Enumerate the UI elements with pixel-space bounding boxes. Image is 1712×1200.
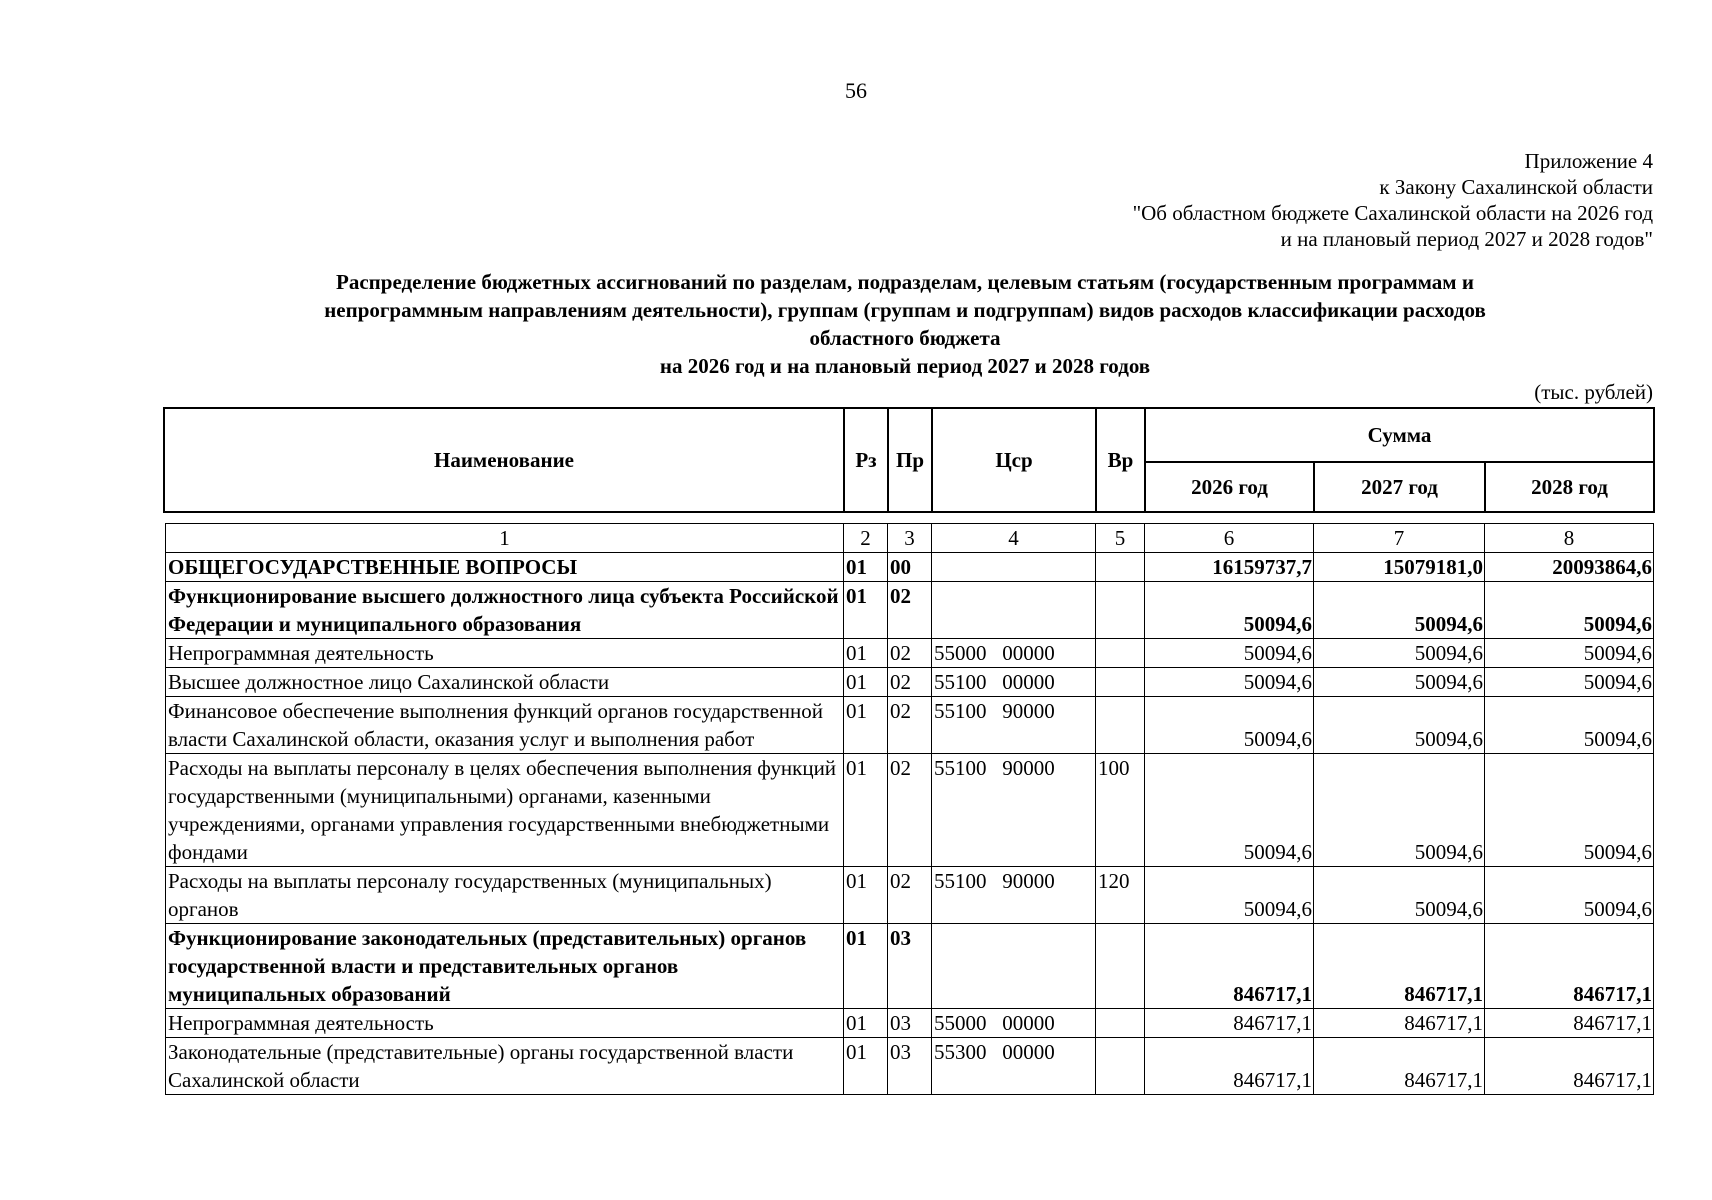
- cell-2027: 15079181,0: [1314, 553, 1485, 582]
- cell-2026: 846717,1: [1145, 924, 1314, 1009]
- table-row: [166, 867, 1654, 924]
- cell-pr: 02: [888, 639, 932, 668]
- column-index: 3: [888, 524, 932, 553]
- cell-pr: 03: [888, 924, 932, 1009]
- cell-2026: 50094,6: [1145, 639, 1314, 668]
- cell-pr: 03: [888, 1038, 932, 1095]
- table-row: [166, 697, 1654, 754]
- cell-2027: 50094,6: [1314, 582, 1485, 639]
- header-year-2027: 2027 год: [1314, 462, 1485, 512]
- cell-vr: 120: [1096, 867, 1145, 924]
- cell-rz: 01: [844, 924, 888, 1009]
- cell-csr: 55000 00000: [932, 639, 1096, 668]
- cell-2028: 50094,6: [1485, 867, 1654, 924]
- cell-2028: 846717,1: [1485, 1009, 1654, 1038]
- cell-rz: 01: [844, 1038, 888, 1095]
- cell-pr: 02: [888, 867, 932, 924]
- table-row: [166, 924, 1654, 1009]
- cell-name: Непрограммная деятельность: [166, 1009, 844, 1038]
- cell-2027: 50094,6: [1314, 754, 1485, 867]
- cell-2028: 50094,6: [1485, 754, 1654, 867]
- cell-2028: 50094,6: [1485, 697, 1654, 754]
- document-title: [175, 268, 1635, 380]
- title-line: непрограммным направлениям деятельности), группам (группам и подгруппам) видов расходов классификации расходов: [324, 298, 1486, 322]
- title-line: Распределение бюджетных ассигнований по разделам, подразделам, целевым статьям (государственным программам и: [336, 270, 1474, 294]
- cell-pr: 02: [888, 582, 932, 639]
- cell-2026: 50094,6: [1145, 668, 1314, 697]
- cell-csr: 55000 00000: [932, 1009, 1096, 1038]
- table-row: [166, 1009, 1654, 1038]
- cell-vr: [1096, 697, 1145, 754]
- page-number: 56: [845, 78, 867, 103]
- cell-rz: 01: [844, 754, 888, 867]
- table-row: [166, 1038, 1654, 1095]
- cell-csr: [932, 582, 1096, 639]
- cell-csr: 55100 90000: [932, 754, 1096, 867]
- cell-2027: 846717,1: [1314, 924, 1485, 1009]
- table-row: [166, 582, 1654, 639]
- cell-name: Высшее должностное лицо Сахалинской области: [166, 668, 844, 697]
- cell-vr: [1096, 1009, 1145, 1038]
- cell-2027: 50094,6: [1314, 639, 1485, 668]
- budget-table: [165, 523, 1654, 1095]
- cell-2026: 50094,6: [1145, 754, 1314, 867]
- cell-2026: 846717,1: [1145, 1009, 1314, 1038]
- column-index: 5: [1096, 524, 1145, 553]
- appendix-line: к Закону Сахалинской области: [1379, 175, 1653, 199]
- header-pr: Пр: [888, 408, 932, 512]
- cell-vr: [1096, 924, 1145, 1009]
- cell-2028: 50094,6: [1485, 582, 1654, 639]
- cell-csr: 55100 00000: [932, 668, 1096, 697]
- appendix-line: Приложение 4: [1524, 149, 1653, 173]
- cell-rz: 01: [844, 553, 888, 582]
- cell-2027: 50094,6: [1314, 697, 1485, 754]
- cell-csr: 55100 90000: [932, 867, 1096, 924]
- cell-rz: 01: [844, 1009, 888, 1038]
- cell-rz: 01: [844, 867, 888, 924]
- cell-name: Функционирование законодательных (представительных) органов государственной власти и представительных органов муниципальных образований: [166, 924, 844, 1009]
- cell-2026: 846717,1: [1145, 1038, 1314, 1095]
- title-line: на 2026 год и на плановый период 2027 и 2028 годов: [659, 354, 1151, 378]
- cell-2027: 846717,1: [1314, 1038, 1485, 1095]
- cell-vr: [1096, 582, 1145, 639]
- column-index: 8: [1485, 524, 1654, 553]
- cell-2027: 846717,1: [1314, 1009, 1485, 1038]
- header-year-2028: 2028 год: [1485, 462, 1654, 512]
- cell-2026: 50094,6: [1145, 867, 1314, 924]
- cell-2027: 50094,6: [1314, 867, 1485, 924]
- cell-2028: 846717,1: [1485, 1038, 1654, 1095]
- cell-vr: 100: [1096, 754, 1145, 867]
- table-row: [166, 639, 1654, 668]
- cell-2026: 50094,6: [1145, 697, 1314, 754]
- header-name: Наименование: [164, 408, 844, 512]
- cell-name: Функционирование высшего должностного лица субъекта Российской Федерации и муниципального образования: [166, 582, 844, 639]
- cell-2028: 20093864,6: [1485, 553, 1654, 582]
- cell-vr: [1096, 553, 1145, 582]
- cell-name: Законодательные (представительные) органы государственной власти Сахалинской области: [166, 1038, 844, 1095]
- header-vr: Вр: [1096, 408, 1145, 512]
- column-index: 2: [844, 524, 888, 553]
- cell-pr: 02: [888, 697, 932, 754]
- cell-2028: 846717,1: [1485, 924, 1654, 1009]
- appendix-line: "Об областном бюджете Сахалинской области на 2026 год: [1132, 201, 1653, 225]
- cell-csr: 55300 00000: [932, 1038, 1096, 1095]
- column-index: 4: [932, 524, 1096, 553]
- appendix-line: и на плановый период 2027 и 2028 годов": [1280, 227, 1653, 251]
- cell-csr: [932, 924, 1096, 1009]
- table-header: [163, 407, 1655, 513]
- cell-csr: [932, 553, 1096, 582]
- cell-2027: 50094,6: [1314, 668, 1485, 697]
- cell-vr: [1096, 1038, 1145, 1095]
- cell-vr: [1096, 668, 1145, 697]
- cell-pr: 03: [888, 1009, 932, 1038]
- cell-name: Непрограммная деятельность: [166, 639, 844, 668]
- table-row: [166, 754, 1654, 867]
- title-line: областного бюджета: [809, 326, 1001, 350]
- cell-2026: 50094,6: [1145, 582, 1314, 639]
- cell-name: Финансовое обеспечение выполнения функций органов государственной власти Сахалинской области, оказания услуг и выполнения работ: [166, 697, 844, 754]
- cell-pr: 02: [888, 754, 932, 867]
- units-label: (тыс. рублей): [1534, 380, 1653, 404]
- cell-rz: 01: [844, 697, 888, 754]
- column-index-row: [166, 524, 1654, 553]
- header-sum: Сумма: [1145, 408, 1654, 462]
- cell-2026: 16159737,7: [1145, 553, 1314, 582]
- header-csr: Цср: [932, 408, 1096, 512]
- header-rz: Рз: [844, 408, 888, 512]
- cell-vr: [1096, 639, 1145, 668]
- cell-name: Расходы на выплаты персоналу государственных (муниципальных) органов: [166, 867, 844, 924]
- cell-name: ОБЩЕГОСУДАРСТВЕННЫЕ ВОПРОСЫ: [166, 553, 844, 582]
- table-row: [166, 553, 1654, 582]
- cell-rz: 01: [844, 582, 888, 639]
- appendix-note: [1133, 148, 1653, 252]
- cell-2028: 50094,6: [1485, 668, 1654, 697]
- table-row: [166, 668, 1654, 697]
- column-index: 7: [1314, 524, 1485, 553]
- cell-name: Расходы на выплаты персоналу в целях обеспечения выполнения функций государственными (муниципальными) органами, казенными учреждениями, органами управления государственными внебюджетными фондами: [166, 754, 844, 867]
- column-index: 1: [166, 524, 844, 553]
- header-year-2026: 2026 год: [1145, 462, 1314, 512]
- cell-rz: 01: [844, 668, 888, 697]
- cell-csr: 55100 90000: [932, 697, 1096, 754]
- cell-rz: 01: [844, 639, 888, 668]
- cell-2028: 50094,6: [1485, 639, 1654, 668]
- cell-pr: 02: [888, 668, 932, 697]
- cell-pr: 00: [888, 553, 932, 582]
- column-index: 6: [1145, 524, 1314, 553]
